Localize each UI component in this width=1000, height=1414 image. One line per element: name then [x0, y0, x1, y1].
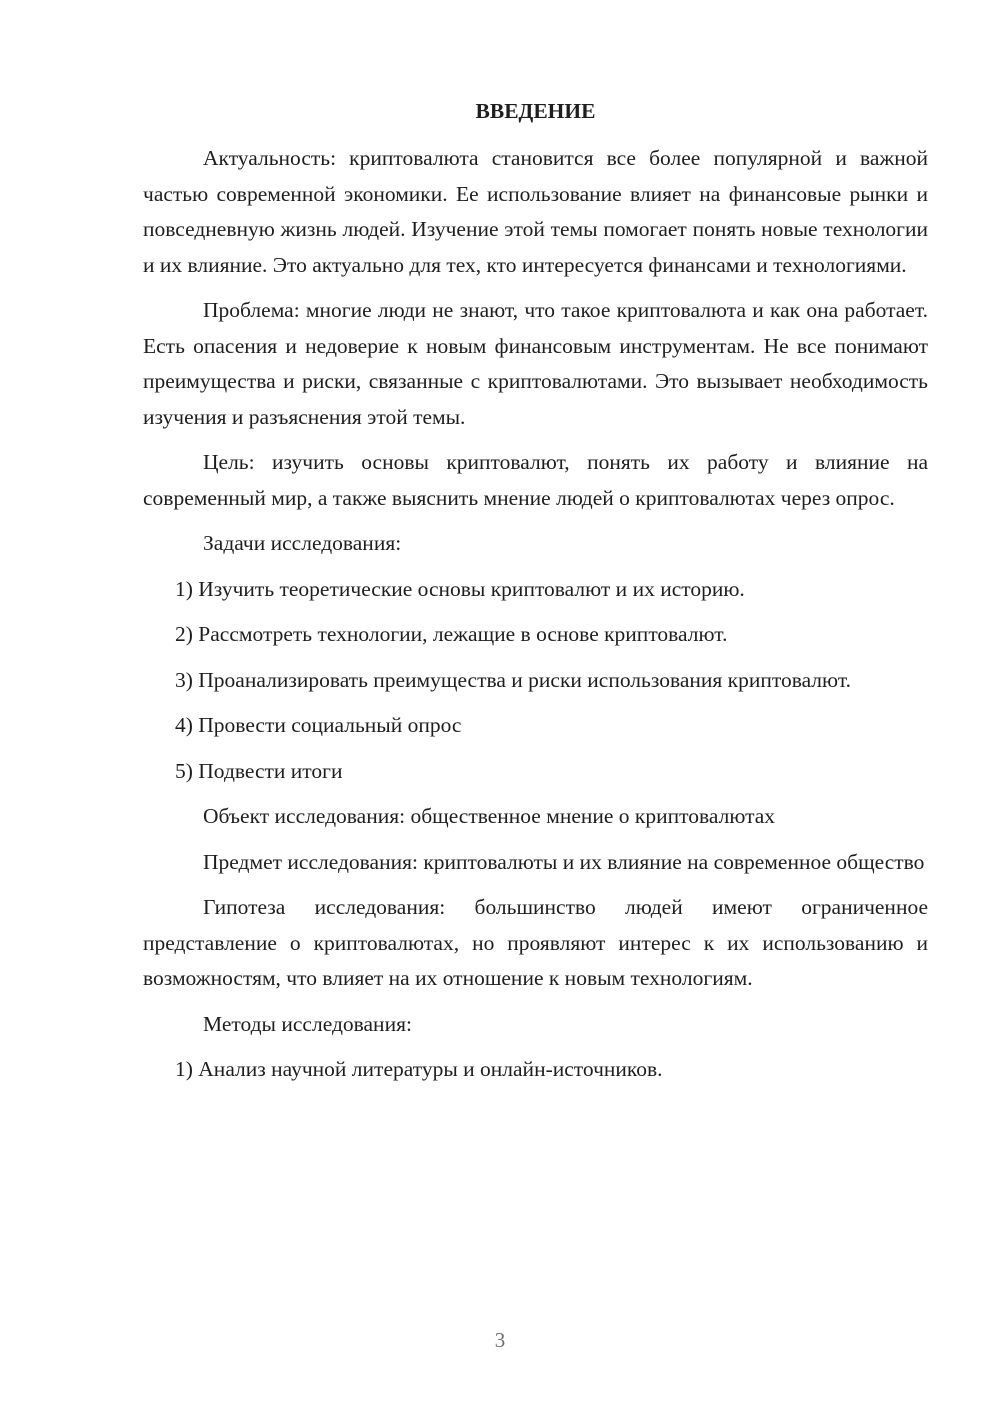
- problem-paragraph: Проблема: многие люди не знают, что такое криптовалюта и как она работает. Есть опасения и недоверие к новым финансовым инструментам. Не все понимают преимущества и риски, связанные с криптовалютами. Это вызывает необходимость изучения и разъяснения этой темы.: [143, 298, 928, 429]
- document-body: [143, 94, 928, 1098]
- page-number: 3: [494, 1328, 506, 1352]
- hypothesis-paragraph: Гипотеза исследования: большинство людей имеют ограниченное представление о криптовалютах, но проявляют интерес к их использованию и возможностям, что влияет на их отношение к новым технологиям.: [143, 895, 928, 990]
- object-paragraph: Объект исследования: общественное мнение о криптовалютах: [203, 804, 776, 828]
- relevance-paragraph: Актуальность: криптовалюта становится все более популярной и важной частью современной экономики. Ее использование влияет на финансовые рынки и повседневную жизнь людей. Изучение этой темы помогает понять новые технологии и их влияние. Это актуально для тех, кто интересуется финансами и технологиями.: [143, 146, 928, 277]
- task-item: 2) Рассмотреть технологии, лежащие в основе криптовалют.: [175, 622, 728, 646]
- task-item: 5) Подвести итоги: [175, 758, 343, 783]
- task-item: 4) Провести социальный опрос: [175, 713, 462, 737]
- method-item: 1) Анализ научной литературы и онлайн-источников.: [175, 1057, 663, 1081]
- goal-paragraph: Цель: изучить основы криптовалют, понять их работу и влияние на современный мир, а также выяснить мнение людей о криптовалютах через опрос.: [143, 450, 928, 510]
- section-heading: ВВЕДЕНИЕ: [475, 99, 596, 123]
- task-item: 3) Проанализировать преимущества и риски использования криптовалют.: [175, 667, 851, 692]
- task-item: 1) Изучить теоретические основы криптовалют и их историю.: [175, 576, 745, 601]
- subject-paragraph: Предмет исследования: криптовалюты и их влияние на современное общество: [203, 849, 925, 874]
- methods-title: Методы исследования:: [203, 1011, 412, 1036]
- tasks-title: Задачи исследования:: [203, 531, 402, 555]
